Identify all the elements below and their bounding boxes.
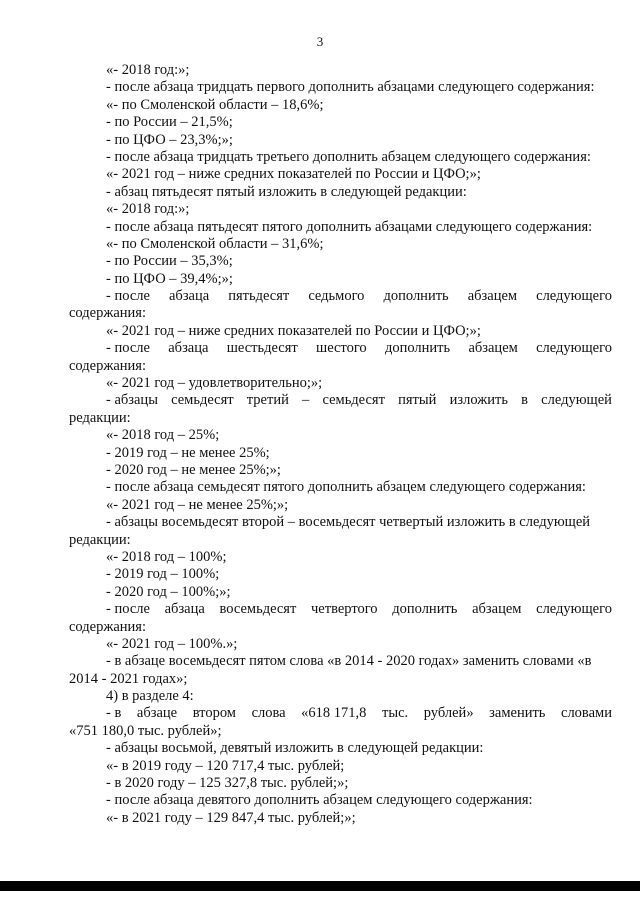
line-word: следующего: [536, 601, 612, 618]
line-word: - после: [106, 601, 150, 618]
line-word: следующей: [541, 392, 612, 409]
document-line: - после абзаца тридцать третьего дополнить абзацем следующего содержания:: [106, 148, 591, 165]
document-line: «- 2018 год – 25%;: [106, 427, 220, 444]
document-line: содержания:: [69, 618, 147, 635]
document-line: «- по Смоленской области – 31,6%;: [106, 235, 324, 252]
line-word: третий: [246, 392, 289, 409]
document-line: «751 180,0 тыс. рублей»;: [69, 722, 222, 739]
line-word: заменить: [489, 705, 546, 722]
page-number: 3: [316, 34, 324, 49]
line-word: абзаца: [168, 340, 209, 357]
document-line: 4) в разделе 4:: [106, 688, 194, 705]
document-line: - абзац пятьдесят пятый изложить в следующей редакции:: [106, 183, 467, 200]
line-word: «618 171,8: [301, 705, 367, 722]
line-word: абзацем: [468, 340, 518, 357]
line-word: абзацем: [472, 601, 522, 618]
line-word: пятый: [398, 392, 437, 409]
document-line: - 2020 год – 100%;»;: [106, 583, 231, 600]
document-line: - 2019 год – не менее 25%;: [106, 444, 270, 461]
line-word: восемьдесят: [219, 601, 297, 618]
document-line: редакции:: [69, 531, 131, 548]
document-line: «- 2018 год:»;: [106, 62, 190, 78]
document-line: - после абзаца девятого дополнить абзацем следующего содержания:: [106, 792, 533, 809]
document-line: [69, 601, 612, 618]
line-word: абзаце: [136, 705, 178, 722]
line-word: седьмого: [308, 288, 365, 305]
line-word: пятьдесят: [228, 288, 290, 305]
document-line: - по России – 21,5%;: [106, 114, 233, 131]
document-line: «- в 2021 году – 129 847,4 тыс. рублей;»;: [106, 809, 356, 826]
document-line: [69, 392, 612, 409]
document-body: [69, 62, 612, 827]
line-word: изложить: [449, 392, 508, 409]
document-line: редакции:: [69, 409, 131, 426]
line-word: дополнить: [384, 340, 451, 357]
line-word: –: [302, 392, 310, 409]
document-line: «- 2021 год – удовлетворительно;»;: [106, 375, 323, 392]
document-line: - абзацы восьмой, девятый изложить в следующей редакции:: [106, 740, 484, 757]
document-line: - 2020 год – не менее 25%;»;: [106, 461, 281, 478]
document-line: содержания:: [69, 357, 147, 374]
line-word: четвертого: [311, 601, 378, 618]
line-word: словами: [561, 705, 612, 722]
line-word: семьдесят: [322, 392, 385, 409]
line-word: - после: [106, 288, 150, 305]
document-line: 2014 - 2021 годах»;: [69, 670, 188, 687]
line-word: следующего: [536, 340, 612, 357]
line-word: рублей»: [423, 705, 474, 722]
line-word: абзаца: [164, 601, 205, 618]
document-line: - по ЦФО – 39,4%;»;: [106, 270, 233, 287]
document-line: [69, 288, 612, 305]
document-line: - в 2020 году – 125 327,8 тыс. рублей;»;: [106, 775, 349, 792]
line-word: в: [521, 392, 528, 409]
document-line: - абзацы восемьдесят второй – восемьдесят четвертый изложить в следующей: [106, 514, 591, 531]
document-line: содержания:: [69, 305, 147, 322]
line-word: тыс.: [382, 705, 409, 722]
line-word: - после: [106, 340, 150, 357]
line-word: втором: [192, 705, 236, 722]
document-line: - после абзаца пятьдесят пятого дополнить абзацами следующего содержания:: [106, 218, 593, 235]
line-word: семьдесят: [171, 392, 234, 409]
line-word: следующего: [536, 288, 612, 305]
document-line: - после абзаца тридцать первого дополнить абзацами следующего содержания:: [106, 79, 595, 96]
document-line: [69, 705, 612, 722]
document-line: «- 2018 год – 100%;: [106, 548, 227, 565]
document-line: - после абзаца семьдесят пятого дополнить абзацем следующего содержания:: [106, 479, 586, 496]
document-line: - по России – 35,3%;: [106, 253, 233, 270]
line-word: - абзацы: [106, 392, 158, 409]
document-line: «- 2021 год – не менее 25%;»;: [106, 496, 289, 513]
line-word: шестого: [316, 340, 367, 357]
line-word: абзаца: [169, 288, 210, 305]
document-line: - в абзаце восемьдесят пятом слова «в 2014 - 2020 годах» заменить словами «в: [106, 653, 592, 670]
document-line: «- 2021 год – ниже средних показателей по России и ЦФО;»;: [106, 322, 481, 339]
document-line: [69, 340, 612, 357]
line-word: - в: [106, 705, 122, 722]
line-word: дополнить: [392, 601, 458, 618]
page-bottom-bar: [0, 881, 640, 891]
document-line: «- по Смоленской области – 18,6%;: [106, 96, 324, 113]
document-line: - 2019 год – 100%;: [106, 566, 220, 583]
document-line: «- 2021 год – 100%.»;: [106, 635, 238, 652]
document-line: «- 2018 год:»;: [106, 201, 190, 218]
document-line: «- в 2019 году – 120 717,4 тыс. рублей;: [106, 757, 345, 774]
line-word: шестьдесят: [226, 340, 298, 357]
line-word: абзацем: [467, 288, 518, 305]
line-word: слова: [251, 705, 286, 722]
document-line: - по ЦФО – 23,3%;»;: [106, 131, 233, 148]
line-word: дополнить: [383, 288, 449, 305]
document-line: «- 2021 год – ниже средних показателей по России и ЦФО;»;: [106, 166, 481, 183]
